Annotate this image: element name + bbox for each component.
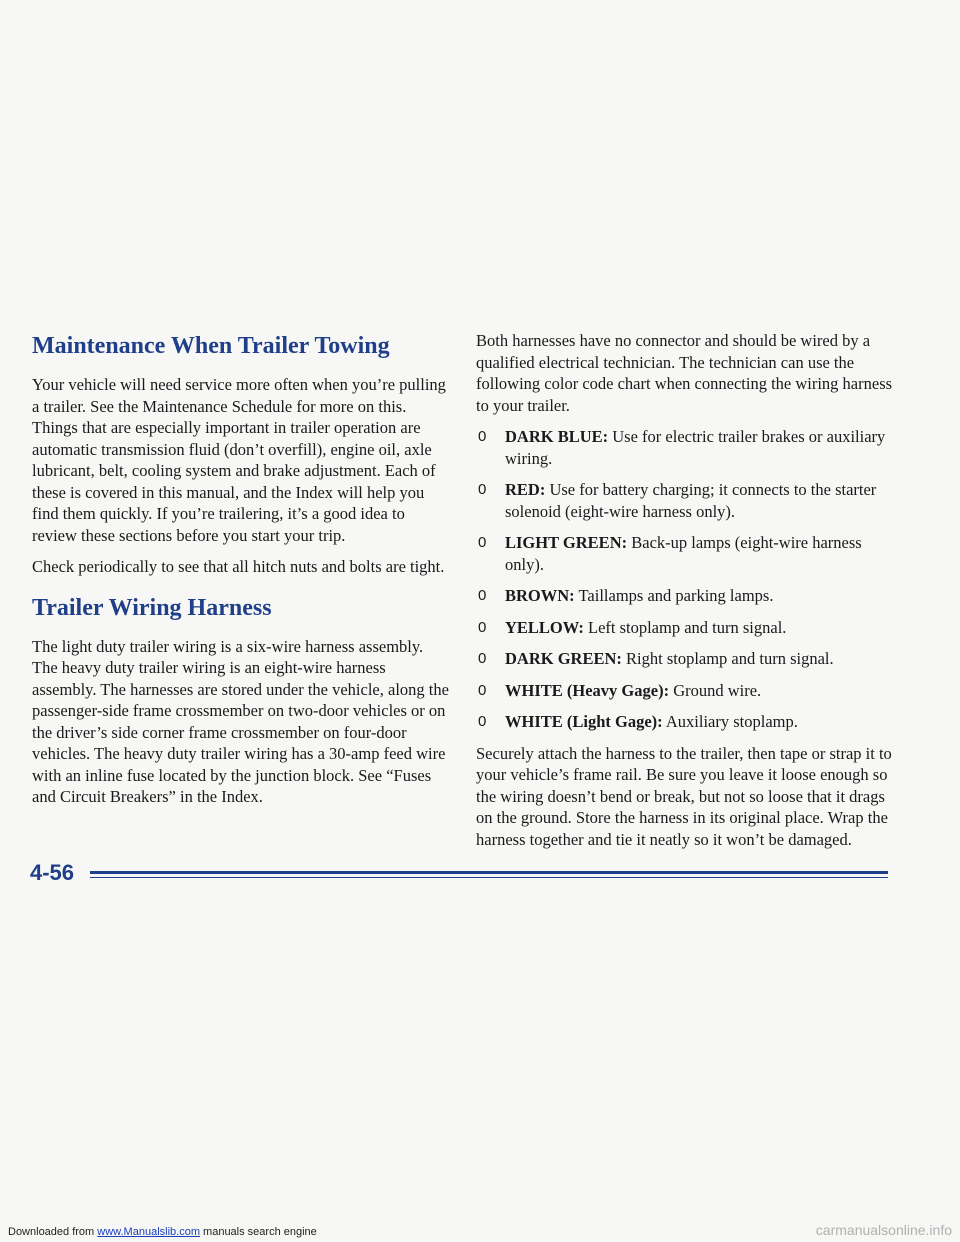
- bullet-icon: 0: [478, 681, 487, 699]
- list-item: 0 BROWN: Taillamps and parking lamps.: [478, 586, 774, 605]
- bullet-icon: 0: [478, 587, 487, 604]
- section-heading-wiring-harness: Trailer Wiring Harness: [32, 594, 272, 621]
- list-item: 0 WHITE (Heavy Gage): Ground wire.: [478, 680, 762, 700]
- section-heading-maintenance: Maintenance When Trailer Towing: [32, 333, 390, 359]
- watermark: carmanualsonline.info: [815, 1222, 952, 1238]
- paragraph-securing-harness: Securely attach the harness to the trailer, then tape or strap it to your vehicle’s frame rail. Be sure you leave it loose enough so the wiring doesn’t bend or break, but not so loose that it drags on the ground. Store the harness in its original place. Wrap the harness together and tie it neatly so it won’t be damaged.: [476, 743, 892, 849]
- bullet-icon: 0: [478, 481, 487, 498]
- list-item: 0 YELLOW: Left stoplamp and turn signal.: [478, 617, 787, 637]
- left-column: [32, 330, 452, 818]
- footer-rule: [90, 871, 888, 874]
- color-code-list: [476, 426, 896, 733]
- footer-rule-thin: [90, 877, 888, 878]
- manualslib-link[interactable]: www.Manualslib.com: [97, 1226, 200, 1238]
- paragraph-hitch-check: Check periodically to see that all hitch nuts and bolts are tight.: [32, 557, 445, 576]
- right-column: [476, 330, 896, 860]
- bullet-icon: 0: [478, 650, 487, 667]
- list-item: 0 DARK BLUE: Use for electric trailer brakes or auxiliary wiring.: [478, 427, 886, 468]
- page-number: 4-56: [30, 860, 75, 885]
- bullet-icon: 0: [478, 534, 487, 551]
- download-notice: Downloaded from www.Manualslib.com manuals search engine: [8, 1226, 317, 1238]
- paragraph-maintenance: Your vehicle will need service more often when you’re pulling a trailer. See the Maintenance Schedule for more on this. Things that are especially important in trailer operation are automatic transmission fluid (don’t overfill), engine oil, axle lubricant, belt, cooling system and brake adjustment. Each of these is covered in this manual, and the Index will help you find them quickly. If you’re trailering, it’s a good idea to review these sections before you start your trip.: [32, 375, 446, 545]
- list-item: 0 RED: Use for battery charging; it connects to the starter solenoid (eight-wire harness only).: [478, 480, 877, 521]
- bullet-icon: 0: [478, 713, 487, 730]
- list-item: 0 LIGHT GREEN: Back-up lamps (eight-wire harness only).: [478, 533, 862, 574]
- page-footer: [30, 860, 888, 884]
- list-item: 0 DARK GREEN: Right stoplamp and turn signal.: [478, 649, 834, 668]
- bullet-icon: 0: [478, 428, 487, 445]
- paragraph-wiring-harness: The light duty trailer wiring is a six-wire harness assembly. The heavy duty trailer wiring is an eight-wire harness assembly. The harnesses are stored under the vehicle, along the passenger-side frame crossmember on two-door vehicles or on the driver’s side corner frame crossmember on four-door vehicles. The heavy duty trailer wiring has a 30-amp feed wire with an inline fuse located by the junction block. See “Fuses and Circuit Breakers” in the Index.: [32, 636, 449, 806]
- bullet-icon: 0: [478, 618, 487, 636]
- paragraph-harness-intro: Both harnesses have no connector and should be wired by a qualified electrical technician. The technician can use the following color code chart when connecting the wiring harness to your trailer.: [476, 331, 893, 415]
- list-item: 0 WHITE (Light Gage): Auxiliary stoplamp.: [478, 712, 798, 731]
